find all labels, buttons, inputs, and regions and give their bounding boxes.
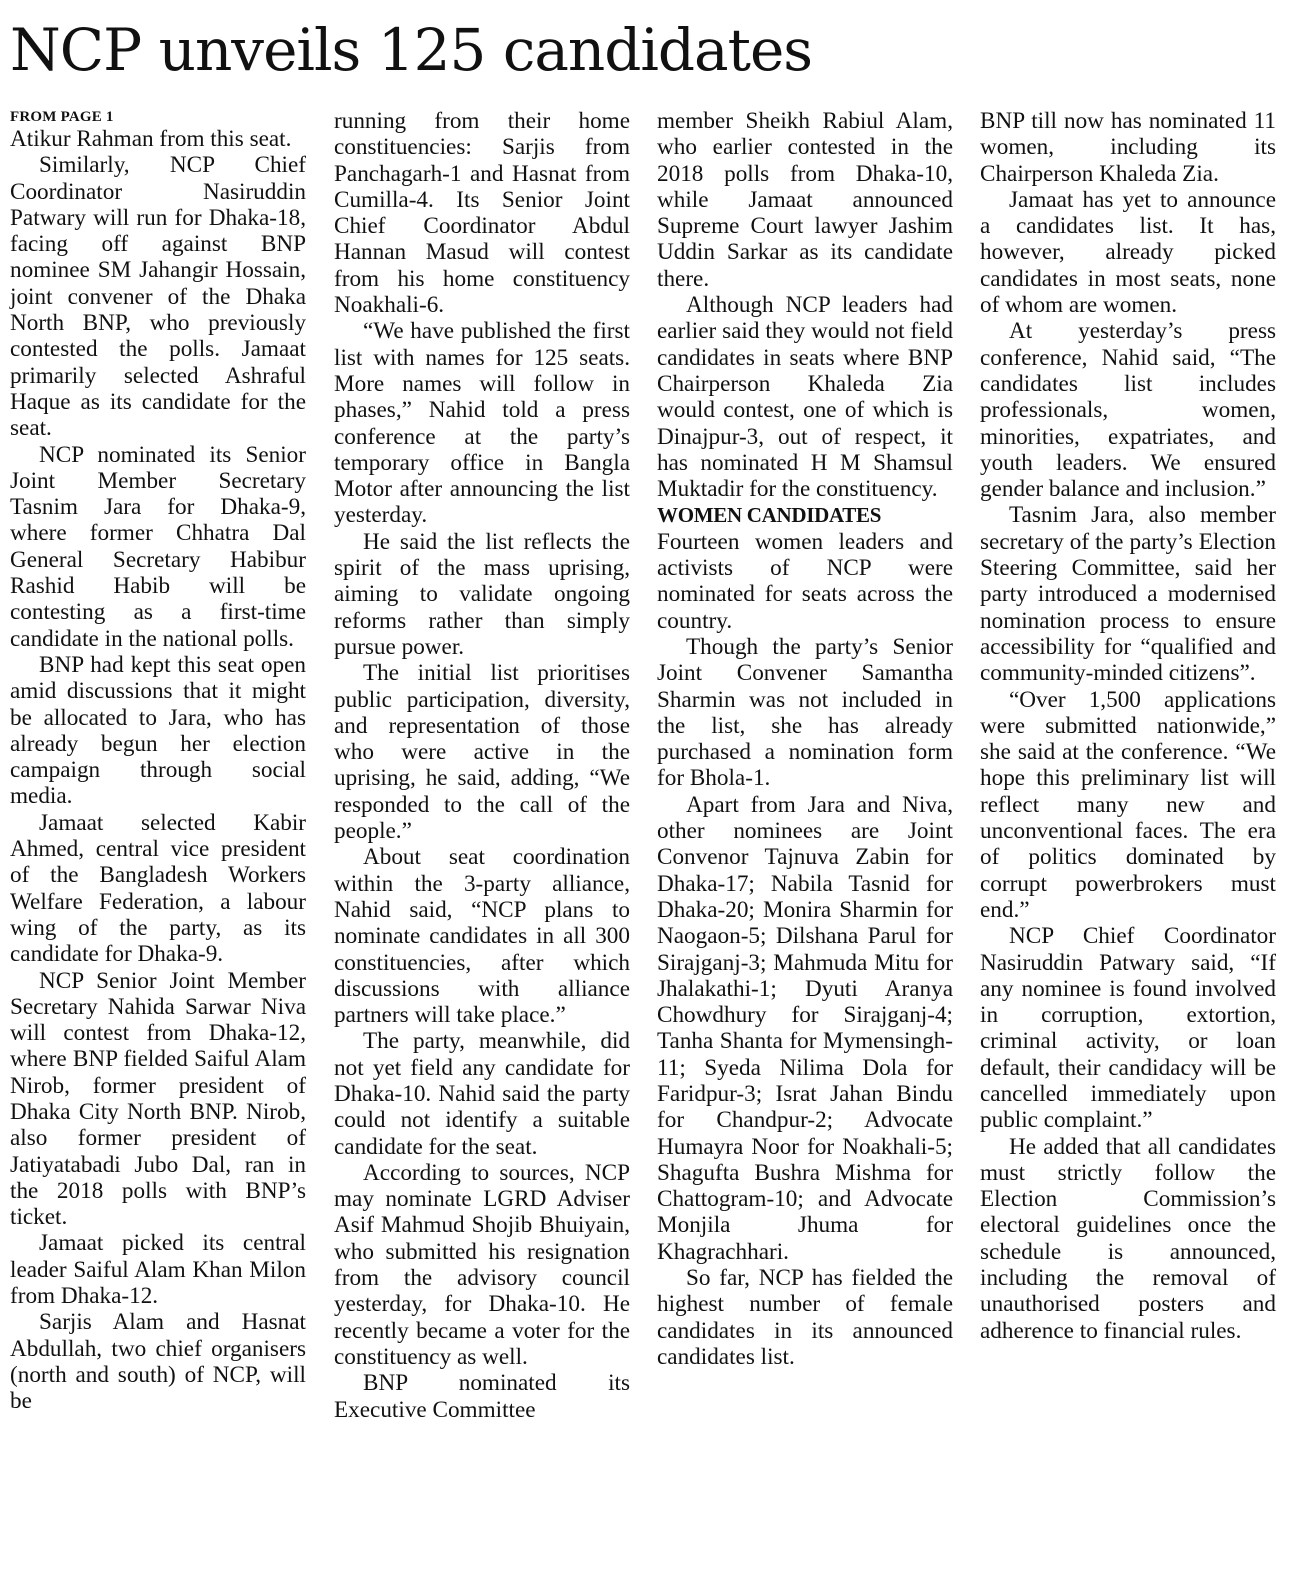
column-4 xyxy=(980,108,1276,1344)
section-subhead: WOMEN CANDIDATES xyxy=(657,503,882,528)
paragraph: “We have published the first list with names for 125 seats. More names will follow in phases,” Nahid told a press conference at the party’s temporary office in Bangla Motor after announcing the list yesterday. xyxy=(334,318,630,529)
paragraph: Sarjis Alam and Hasnat Abdullah, two chief organisers (north and south) of NCP, will be xyxy=(10,1309,306,1415)
paragraph: Jamaat picked its central leader Saiful Alam Khan Milon from Dhaka-12. xyxy=(10,1230,306,1310)
paragraph: BNP nominated its Executive Committee xyxy=(334,1370,630,1423)
paragraph: According to sources, NCP may nominate LGRD Adviser Asif Mahmud Shojib Bhuiyain, who submitted his resignation from the advisory council yesterday, for Dhaka-10. He recently became a voter for the constituency as well. xyxy=(334,1159,630,1370)
column-3 xyxy=(657,108,953,1370)
column-2 xyxy=(334,108,630,1423)
paragraph: Though the party’s Senior Joint Convener Samantha Sharmin was not included in the list, she has already purchased a nomination form for Bhola-1. xyxy=(657,633,953,792)
paragraph: NCP nominated its Senior Joint Member Secretary Tasnim Jara for Dhaka-9, where former Chhatra Dal General Secretary Habibur Rashid Habib will be contesting as a first-time candidate in the national polls. xyxy=(10,441,306,652)
paragraph: The party, meanwhile, did not yet field any candidate for Dhaka-10. Nahid said the party could not identify a suitable candidate for the seat. xyxy=(334,1028,630,1160)
paragraph: BNP till now has nominated 11 women, including its Chairperson Khaleda Zia. xyxy=(980,108,1276,187)
paragraph: member Sheikh Rabiul Alam, who earlier contested in the 2018 polls from Dhaka-10, while Jamaat announced Supreme Court lawyer Jashim Uddin Sarkar as its candidate there. xyxy=(657,108,953,292)
continued-from-label: FROM PAGE 1 xyxy=(10,109,114,125)
paragraph: “Over 1,500 applications were submitted nationwide,” she said at the conference. “We hope this preliminary list will reflect many new and unconventional faces. The era of politics dominated by corrupt powerbrokers must end.” xyxy=(980,686,1276,923)
paragraph: NCP Chief Coordinator Nasiruddin Patwary said, “If any nominee is found involved in corruption, extortion, criminal activity, or loan default, their candidacy will be cancelled immediately upon public complaint.” xyxy=(980,923,1276,1134)
paragraph: So far, NCP has fielded the highest number of female candidates in its announced candidates list. xyxy=(657,1265,953,1370)
paragraph: At yesterday’s press conference, Nahid said, “The candidates list includes professionals, women, minorities, expatriates, and youth leaders. We ensured gender balance and inclusion.” xyxy=(980,318,1276,503)
paragraph: Similarly, NCP Chief Coordinator Nasiruddin Patwary will run for Dhaka-18, facing off against BNP nominee SM Jahangir Hossain, joint convener of the Dhaka North BNP, who previously contested the polls. Jamaat primarily selected Ashraful Haque as its candidate for the seat. xyxy=(10,152,306,442)
paragraph: Tasnim Jara, also member secretary of the party’s Election Steering Committee, said her party introduced a modernised nomination process to ensure accessibility for “qualified and community-minded citizens”. xyxy=(980,502,1276,687)
paragraph: Apart from Jara and Niva, other nominees are Joint Convenor Tajnuva Zabin for Dhaka-17; Nabila Tasnid for Dhaka-20; Monira Sharmin for Naogaon-5; Dilshana Parul for Sirajganj-3; Mahmuda Mitu for Jhalakathi-1; Dyuti Aranya Chowdhury for Sirajganj-4; Tanha Shanta for Mymensingh-11; Syeda Nilima Dola for Faridpur-3; Israt Jahan Bindu for Chandpur-2; Advocate Humayra Noor for Noakhali-5; Shagufta Bushra Mishma for Chattogram-10; and Advocate Monjila Jhuma for Khagrachhari. xyxy=(657,791,953,1265)
paragraph: NCP Senior Joint Member Secretary Nahida Sarwar Niva will contest from Dhaka-12, where BNP fielded Saiful Alam Nirob, former president of Dhaka City North BNP. Nirob, also former president of Jatiyatabadi Jubo Dal, ran in the 2018 polls with BNP’s ticket. xyxy=(10,967,306,1231)
paragraph: BNP had kept this seat open amid discussions that it might be allocated to Jara, who has already begun her election campaign through social media. xyxy=(10,651,306,810)
paragraph: Jamaat selected Kabir Ahmed, central vice president of the Bangladesh Workers Welfare Federation, a labour wing of the party, as its candidate for Dhaka-9. xyxy=(10,809,306,968)
paragraph: About seat coordination within the 3-party alliance, Nahid said, “NCP plans to nominate candidates in all 300 constituencies, after which discussions with alliance partners will take place.” xyxy=(334,844,630,1029)
paragraph: He added that all candidates must strictly follow the Election Commission’s electoral guidelines once the schedule is announced, including the removal of unauthorised posters and adherence to financial rules. xyxy=(980,1133,1276,1344)
paragraph: Jamaat has yet to announce a candidates list. It has, however, already picked candidates in most seats, none of whom are women. xyxy=(980,186,1276,319)
paragraph: Fourteen women leaders and activists of NCP were nominated for seats across the country. xyxy=(657,528,953,634)
paragraph: Atikur Rahman from this seat. xyxy=(10,126,292,152)
paragraph: The initial list prioritises public participation, diversity, and representation of those who were active in the uprising, he said, adding, “We responded to the call of the people.” xyxy=(334,660,630,845)
headline: NCP unveils 125 candidates xyxy=(10,16,813,84)
paragraph: Although NCP leaders had earlier said they would not field candidates in seats where BNP Chairperson Khaleda Zia would contest, one of which is Dinajpur-3, out of respect, it has nominated H M Shamsul Muktadir for the constituency. xyxy=(657,292,953,503)
paragraph: running from their home constituencies: Sarjis from Panchagarh-1 and Hasnat from Cumilla-4. Its Senior Joint Chief Coordinator Abdul Hannan Masud will contest from his home constituency Noakhali-6. xyxy=(334,108,630,319)
column-1 xyxy=(10,108,306,1415)
paragraph: He said the list reflects the spirit of the mass uprising, aiming to validate ongoing reforms rather than simply pursue power. xyxy=(334,528,630,660)
